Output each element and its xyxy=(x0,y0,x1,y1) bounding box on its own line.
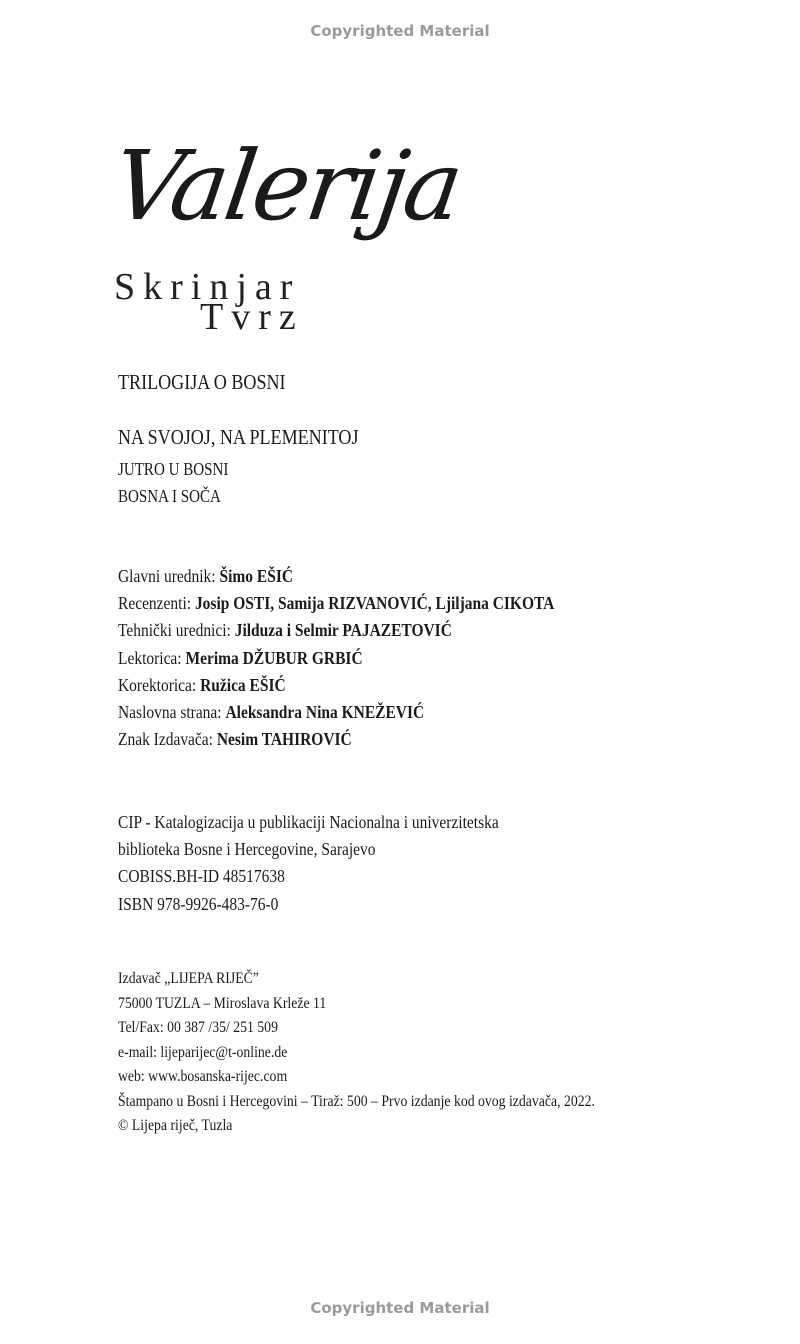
book-title-main: NA SVOJOJ, NA PLEMENITOJ xyxy=(118,425,359,449)
author-surname-2: Tvrz xyxy=(200,296,304,338)
credit-line xyxy=(118,645,554,672)
book-titles xyxy=(118,425,398,510)
publisher-email: e-mail: lijeparijec@t-online.de xyxy=(118,1043,288,1061)
watermark-bottom: Copyrighted Material xyxy=(310,1299,490,1317)
publisher-name: Izdavač „LIJEPA RIJEČ” xyxy=(118,970,259,987)
credit-name: Merima DŽUBUR GRBIĆ xyxy=(185,647,363,668)
publisher-phone: Tel/Fax: 00 387 /35/ 251 509 xyxy=(118,1019,278,1036)
cip-line: CIP - Katalogizacija u publikaciji Nacionalna i univerzitetska xyxy=(118,812,499,832)
author-surname-1: Skrinjar xyxy=(114,266,301,308)
publisher-web: web: www.bosanska-rijec.com xyxy=(118,1068,288,1085)
isbn: ISBN 978-9926-483-76-0 xyxy=(118,893,279,914)
credit-name: Jilduza i Selmir PAJAZETOVIĆ xyxy=(234,620,452,641)
credit-role: Recenzenti: xyxy=(118,593,195,614)
cip-block xyxy=(118,809,561,918)
credit-line xyxy=(118,563,554,590)
credits-list xyxy=(118,563,625,753)
credit-role: Naslovna strana: xyxy=(118,702,226,723)
watermark-top: Copyrighted Material xyxy=(310,22,490,40)
credit-name: Aleksandra Nina KNEŽEVIĆ xyxy=(225,702,425,723)
credit-name: Šimo EŠIĆ xyxy=(219,566,294,586)
series-title: TRILOGIJA O BOSNI xyxy=(118,370,286,394)
copyright-line: © Lijepa riječ, Tuzla xyxy=(118,1117,233,1134)
cip-line: biblioteka Bosne i Hercegovine, Sarajevo xyxy=(118,839,376,860)
author-first-name: Valerija xyxy=(106,130,467,242)
credit-line xyxy=(118,672,554,699)
credit-role: Glavni urednik: xyxy=(118,566,220,586)
credit-line xyxy=(118,699,554,726)
print-info: Štampano u Bosni i Hercegovini – Tiraž: 500 – Prvo izdanje kod ovog izdavača, 2022. xyxy=(118,1092,595,1110)
credit-name: Nesim TAHIROVIĆ xyxy=(216,729,352,750)
credit-line xyxy=(118,617,554,644)
publisher-address: 75000 TUZLA – Miroslava Krleže 11 xyxy=(118,994,327,1012)
credit-line xyxy=(118,590,554,617)
book-title-sub-2: BOSNA I SOČA xyxy=(118,486,221,506)
credit-role: Tehnički urednici: xyxy=(118,620,235,641)
book-title-sub-1: JUTRO U BOSNI xyxy=(118,459,229,479)
author-logo xyxy=(106,130,467,340)
credit-name: Josip OSTI, Samija RIZVANOVIĆ, Ljiljana CIKOTA xyxy=(194,593,555,614)
credit-line xyxy=(118,726,554,753)
credit-role: Korektorica: xyxy=(118,674,201,695)
publisher-block xyxy=(118,967,673,1139)
credit-role: Lektorica: xyxy=(118,647,186,668)
credit-role: Znak Izdavača: xyxy=(118,729,217,750)
cobiss-id: COBISS.BH-ID 48517638 xyxy=(118,866,285,887)
credit-name: Ružica EŠIĆ xyxy=(200,674,286,695)
